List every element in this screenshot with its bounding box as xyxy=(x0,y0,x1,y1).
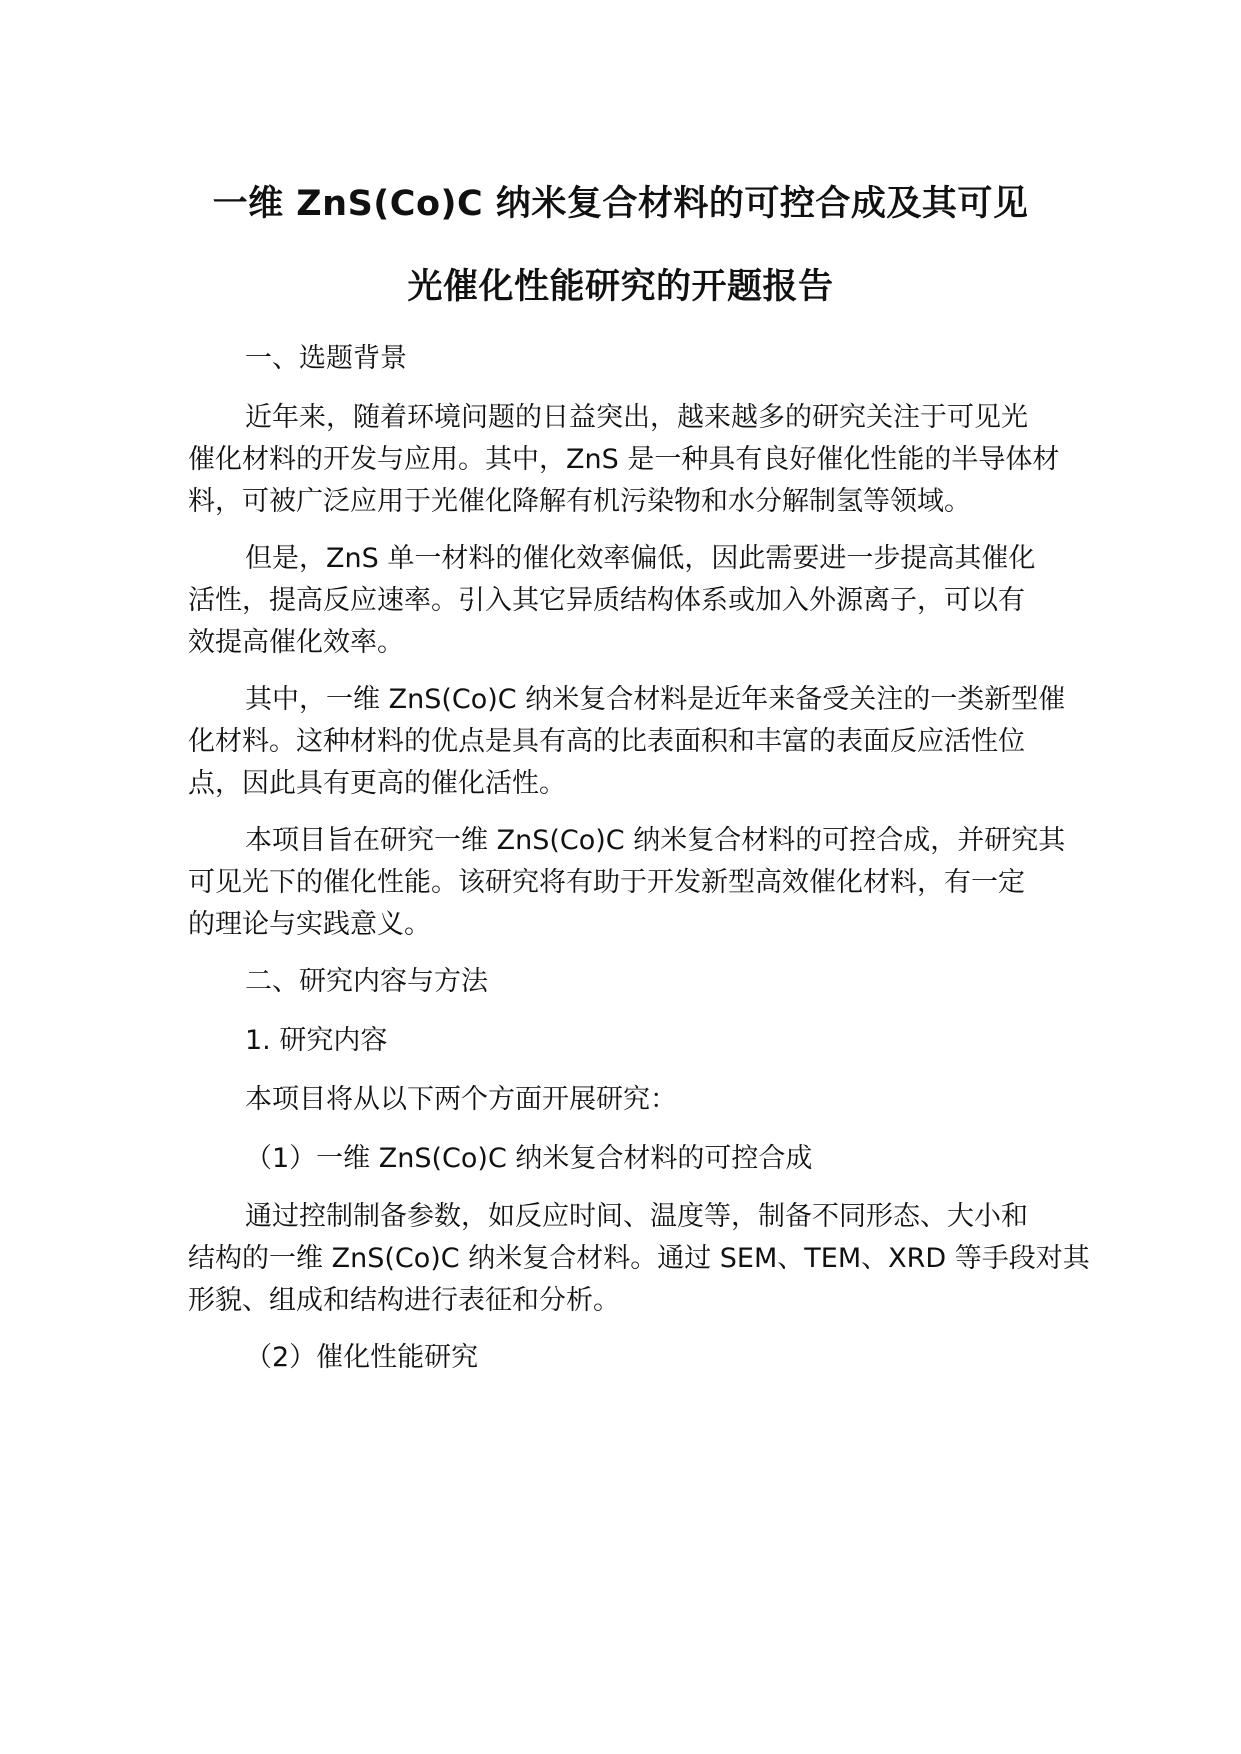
paragraph-3-line-3: 点，因此具有更高的催化活性。 xyxy=(188,768,566,799)
paragraph-4-line-3: 的理论与实践意义。 xyxy=(188,909,431,940)
paragraph-3-line-2: 化材料。这种材料的优点是具有高的比表面积和丰富的表面反应活性位 xyxy=(188,726,1025,757)
section-heading-content-methods: 二、研究内容与方法 xyxy=(245,966,488,997)
paragraph-6-line-2: 结构的一维 ZnS(Co)C 纳米复合材料。通过 SEM、TEM、XRD 等手段对其 xyxy=(188,1243,1090,1274)
paragraph-4-line-2: 可见光下的催化性能。该研究将有助于开发新型高效催化材料，有一定 xyxy=(188,867,1025,898)
item-heading-1: （1）一维 ZnS(Co)C 纳米复合材料的可控合成 xyxy=(245,1143,813,1174)
paragraph-4-line-1: 本项目旨在研究一维 ZnS(Co)C 纳米复合材料的可控合成，并研究其 xyxy=(245,825,1066,856)
section-heading-background: 一、选题背景 xyxy=(245,343,407,374)
paragraph-2-line-1: 但是，ZnS 单一材料的催化效率偏低，因此需要进一步提高其催化 xyxy=(245,543,1036,574)
paragraph-1-line-3: 料，可被广泛应用于光催化降解有机污染物和水分解制氢等领域。 xyxy=(188,486,971,517)
document-title-line-1: 一维 ZnS(Co)C 纳米复合材料的可控合成及其可见 xyxy=(212,184,1029,224)
paragraph-2-line-3: 效提高催化效率。 xyxy=(188,627,404,658)
subsection-heading-research-content: 1. 研究内容 xyxy=(245,1025,388,1056)
paragraph-2-line-2: 活性，提高反应速率。引入其它异质结构体系或加入外源离子，可以有 xyxy=(188,585,1025,616)
paragraph-1-line-1: 近年来，随着环境问题的日益突出，越来越多的研究关注于可见光 xyxy=(245,402,1028,433)
document-title-line-2: 光催化性能研究的开题报告 xyxy=(407,267,834,307)
item-heading-2: （2）催化性能研究 xyxy=(245,1342,479,1373)
paragraph-5: 本项目将从以下两个方面开展研究： xyxy=(245,1084,677,1115)
paragraph-3-line-1: 其中，一维 ZnS(Co)C 纳米复合材料是近年来备受关注的一类新型催 xyxy=(245,684,1066,715)
paragraph-6-line-1: 通过控制制备参数，如反应时间、温度等，制备不同形态、大小和 xyxy=(245,1201,1028,1232)
paragraph-1-line-2: 催化材料的开发与应用。其中，ZnS 是一种具有良好催化性能的半导体材 xyxy=(188,444,1060,475)
paragraph-6-line-3: 形貌、组成和结构进行表征和分析。 xyxy=(188,1285,620,1316)
